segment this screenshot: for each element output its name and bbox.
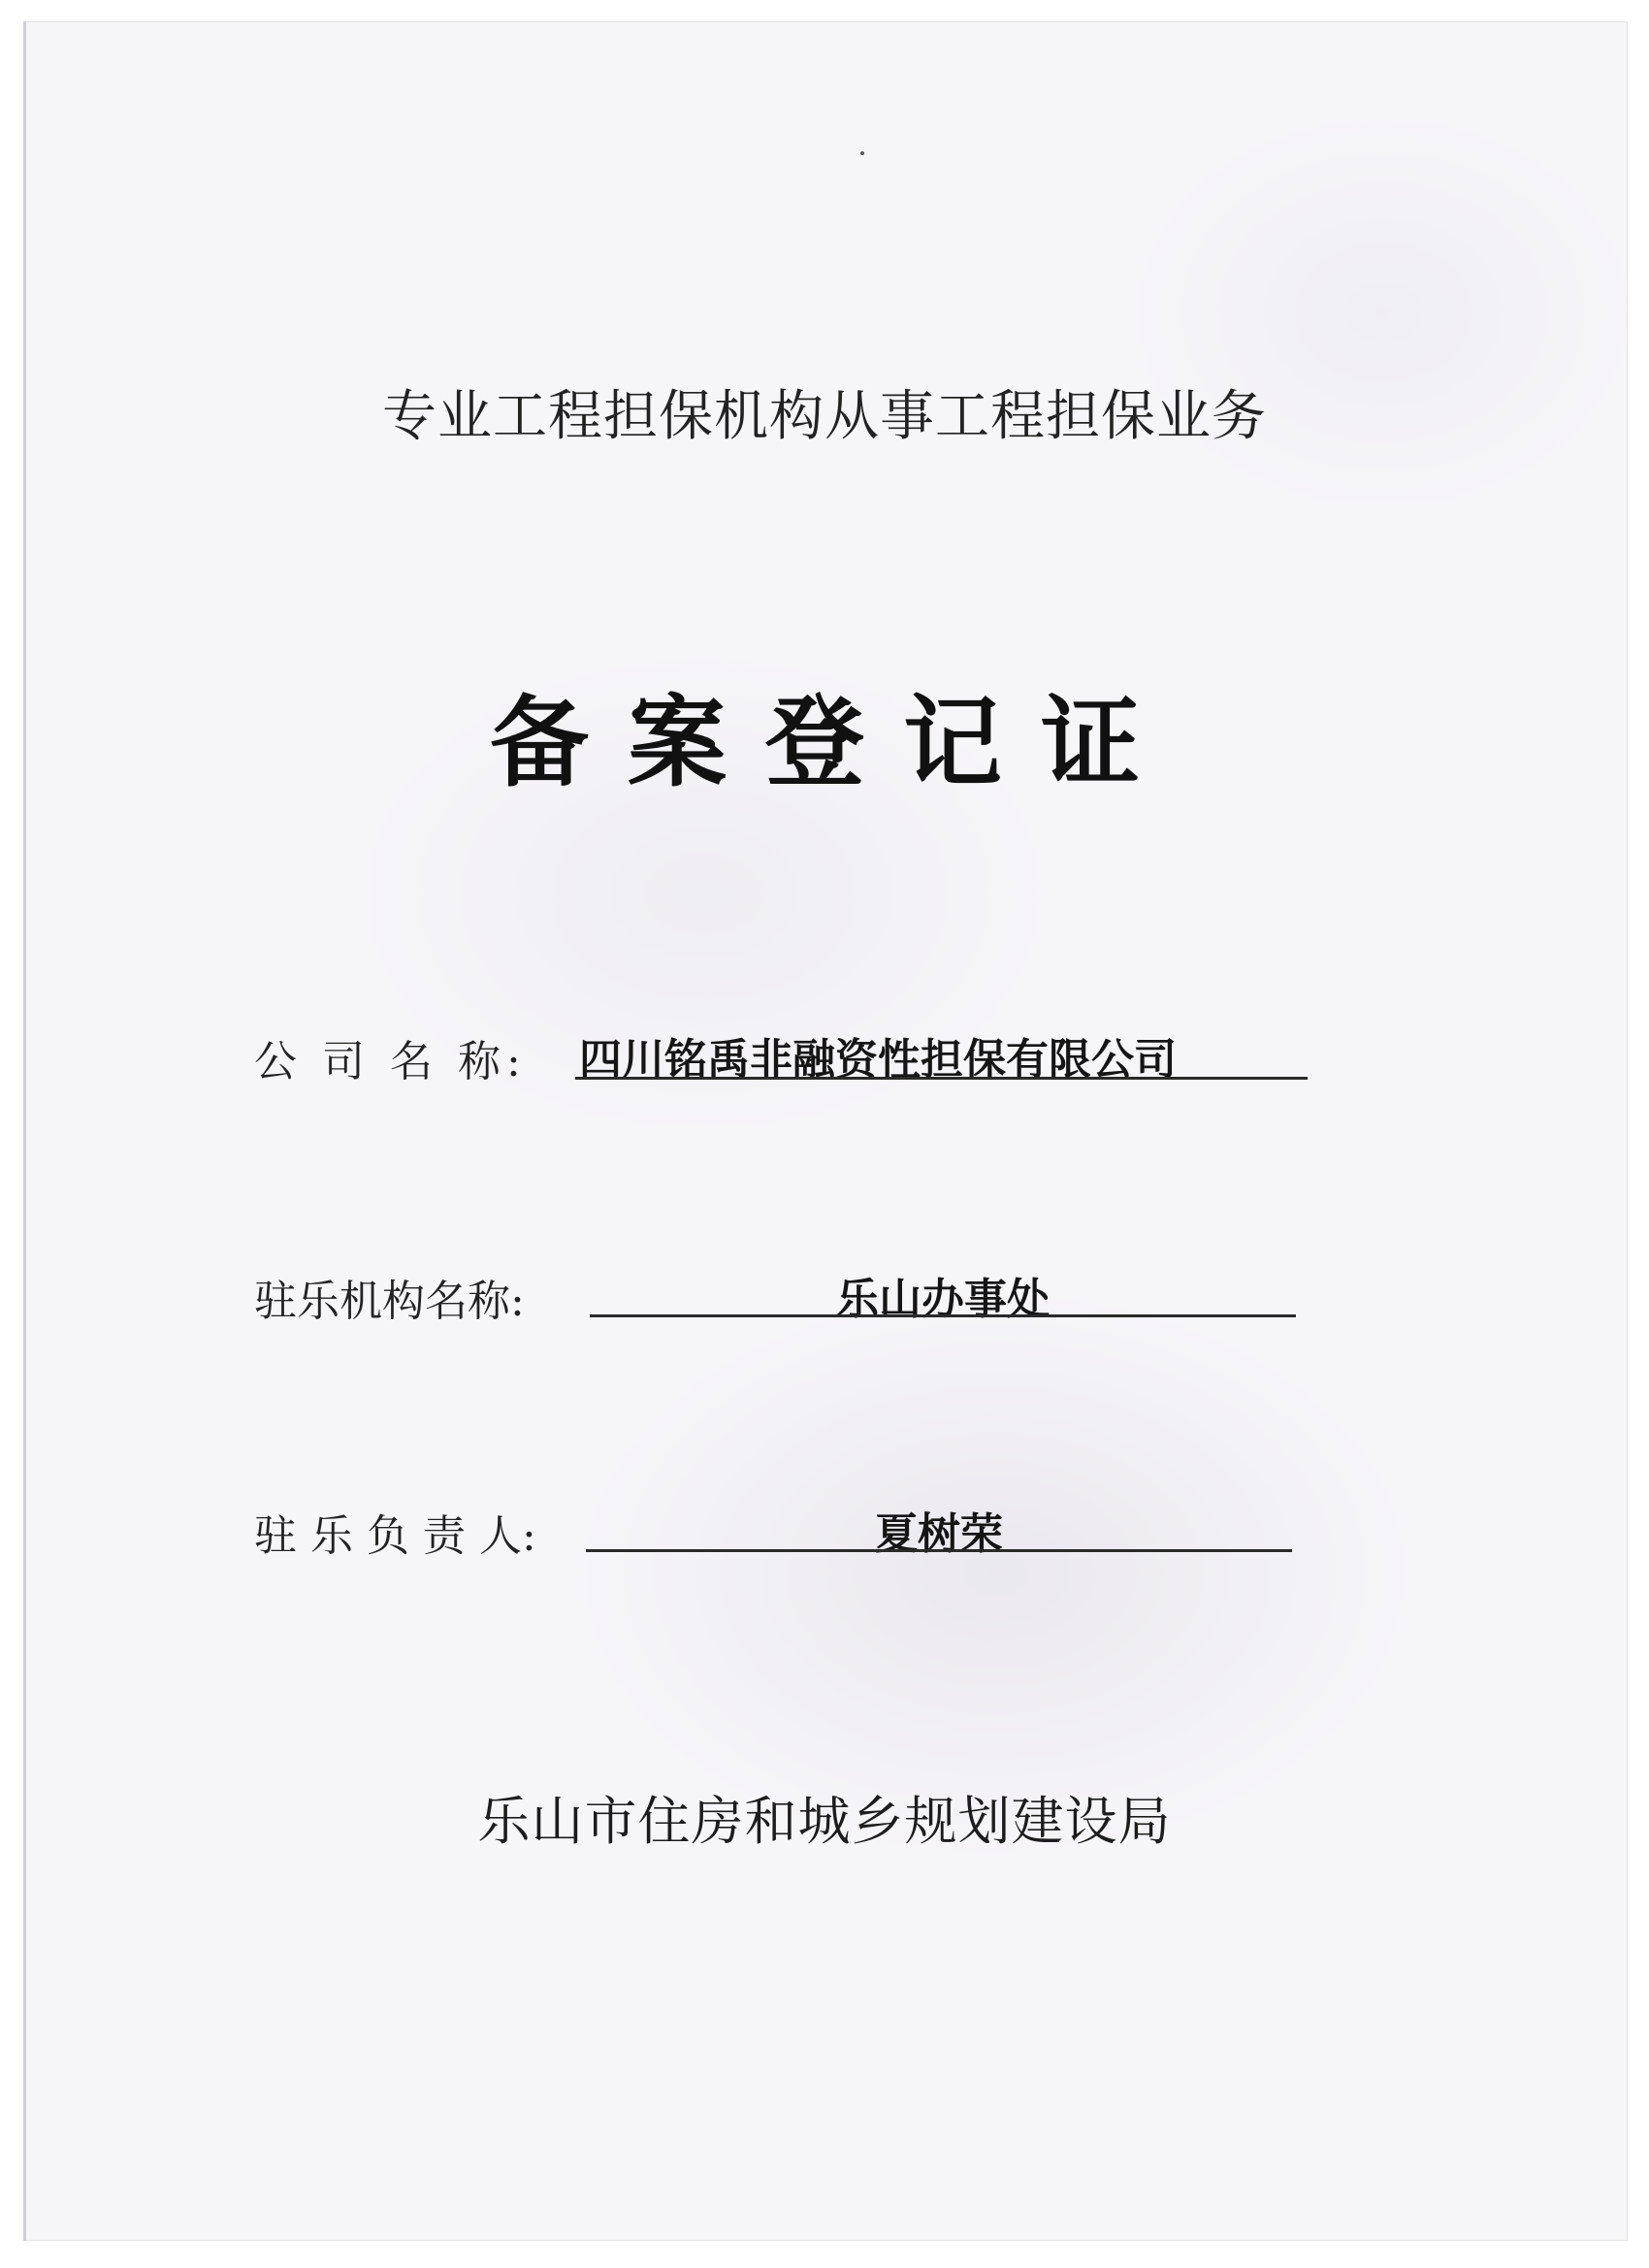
company-name-underline <box>575 1077 1308 1080</box>
paper-speck <box>860 151 864 155</box>
person-in-charge-label: 驻 乐 负 责 人: <box>254 1511 536 1561</box>
certificate-subtitle: 专业工程担保机构从事工程担保业务 <box>382 385 1267 448</box>
issuing-authority: 乐山市住房和城乡规划建设局 <box>477 1791 1172 1852</box>
person-in-charge-value: 夏树荣 <box>875 1509 1003 1559</box>
company-name-value: 四川铭禹非融资性担保有限公司 <box>579 1035 1177 1085</box>
branch-name-underline <box>590 1314 1296 1317</box>
certificate-title: 备案登记证 <box>490 685 1179 801</box>
person-in-charge-underline <box>586 1549 1292 1552</box>
company-name-label: 公 司 名 称: <box>254 1037 527 1086</box>
certificate-page <box>25 21 1628 2241</box>
branch-name-value: 乐山办事处 <box>836 1275 1050 1324</box>
branch-name-label: 驻乐机构名称: <box>254 1277 525 1326</box>
page-edge <box>23 21 26 2241</box>
